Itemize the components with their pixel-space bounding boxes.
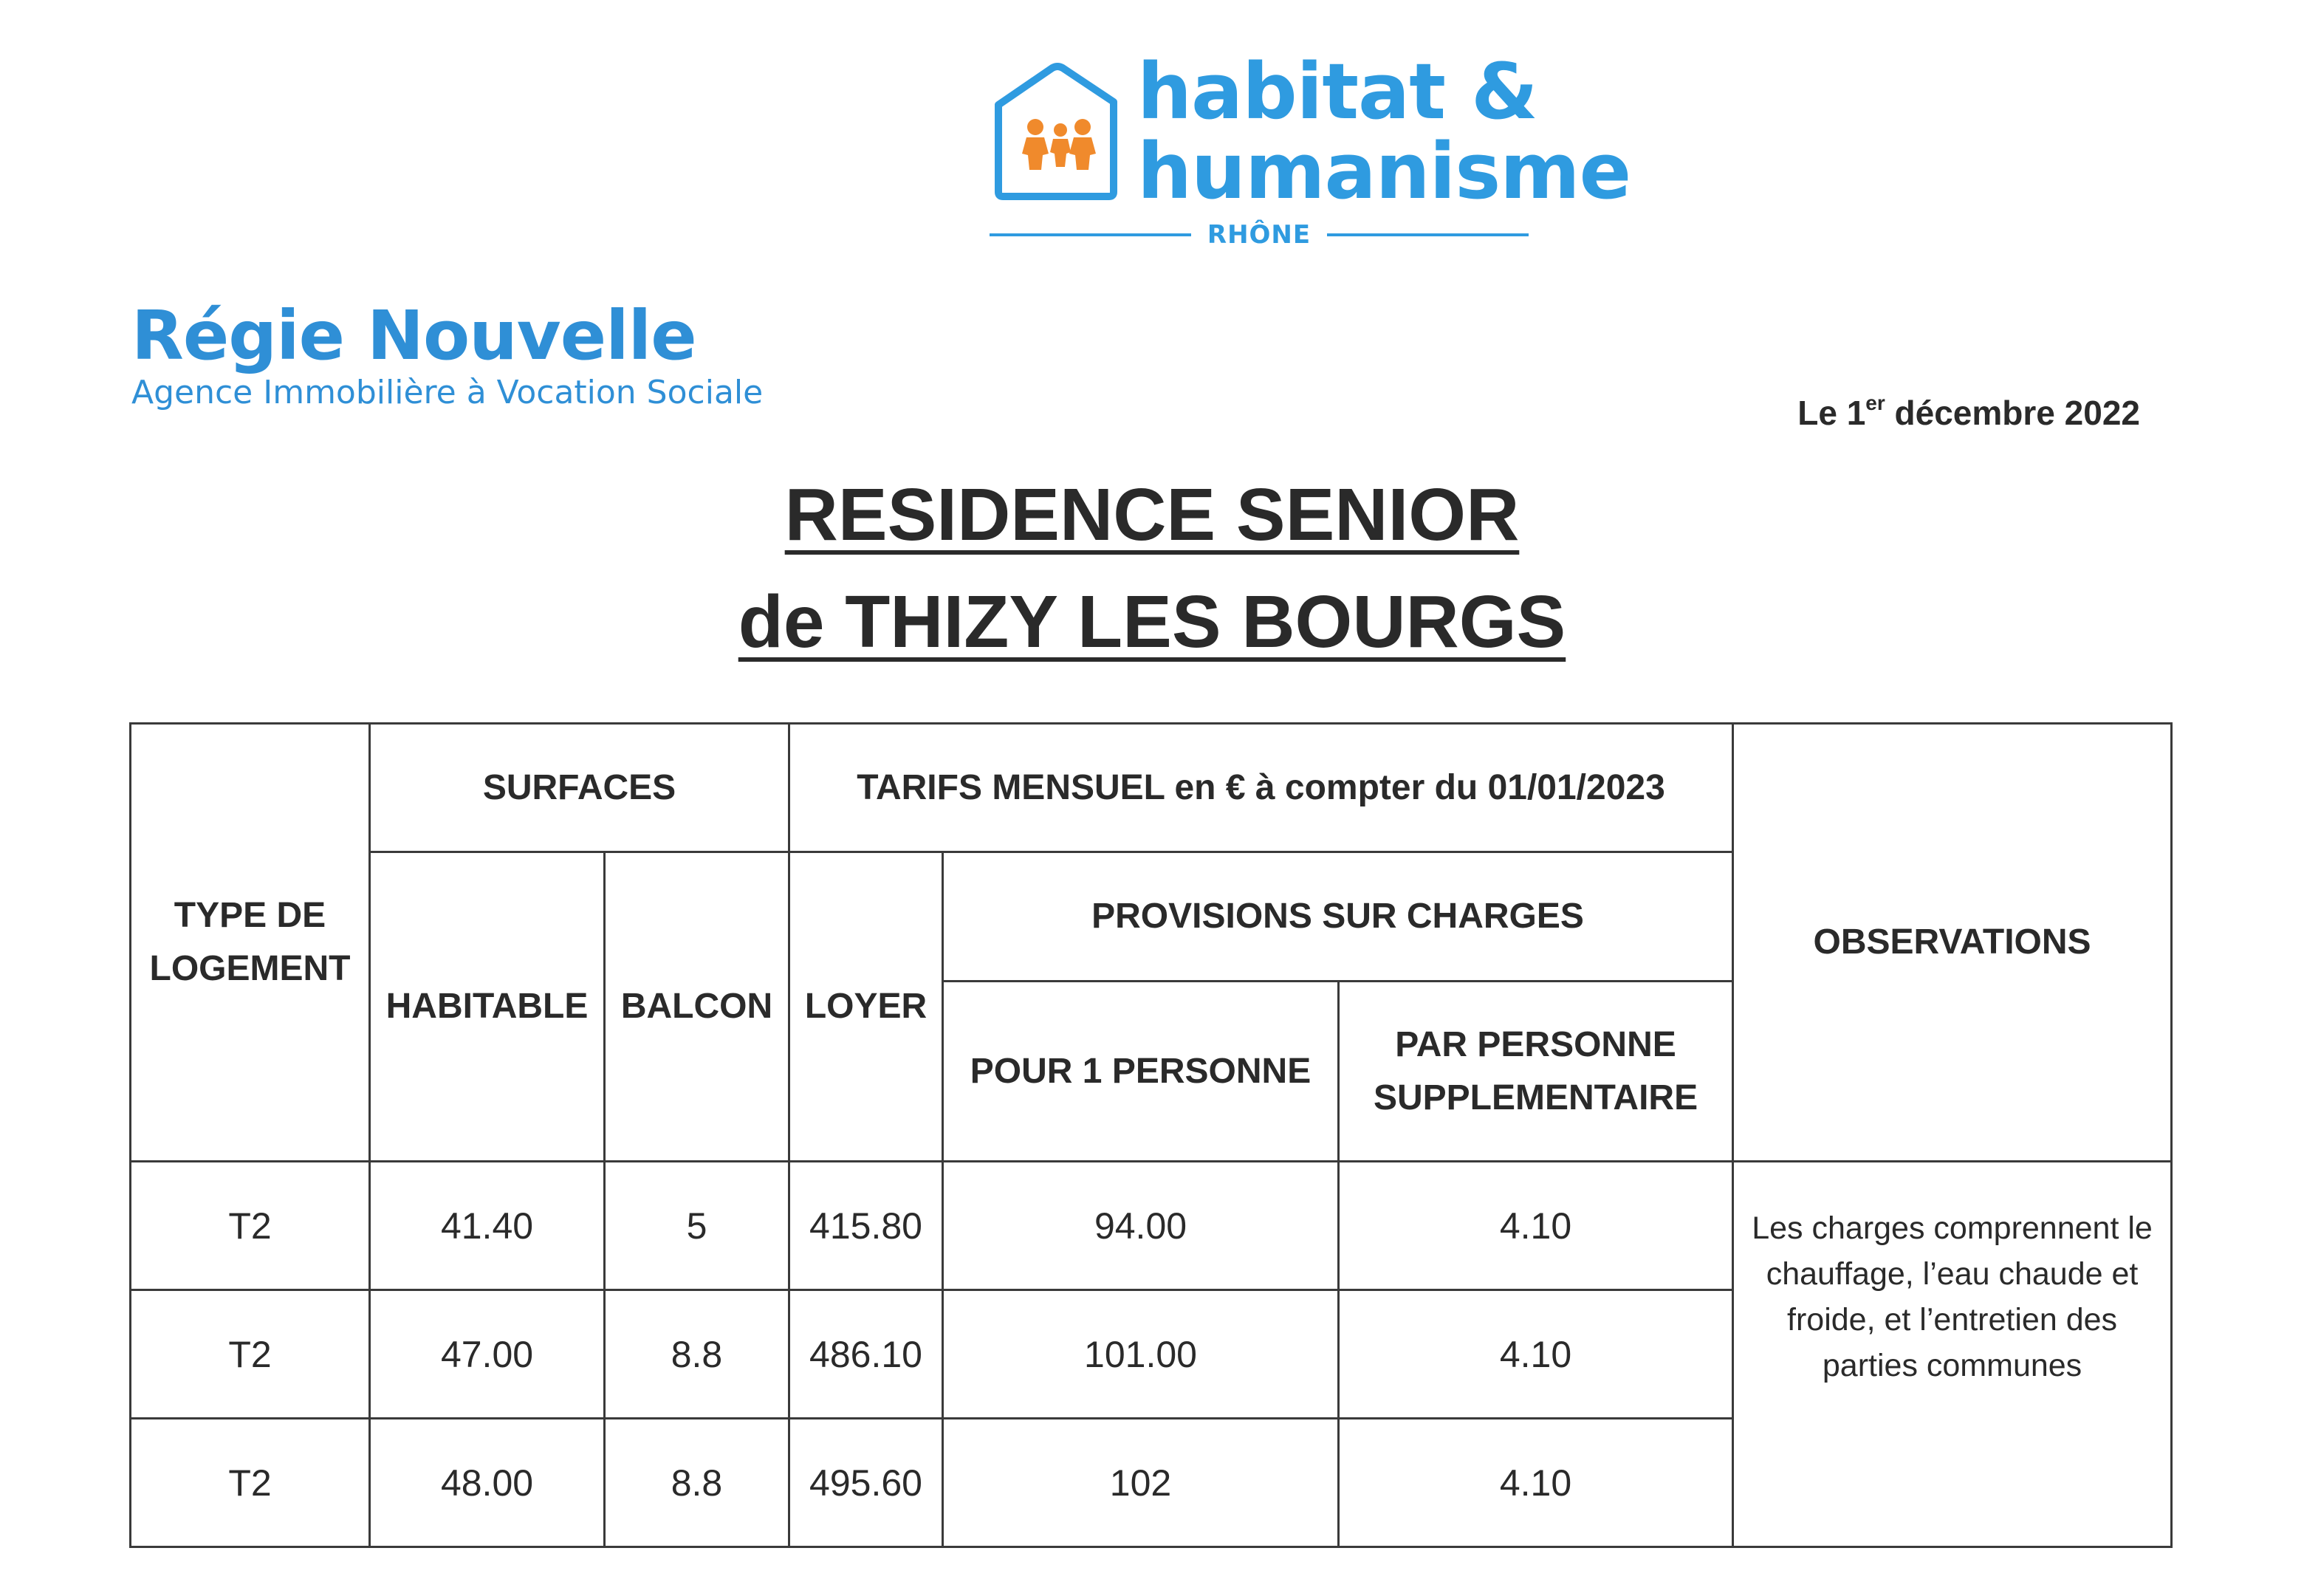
header-provisions: PROVISIONS SUR CHARGES [943, 852, 1733, 982]
document-date [1797, 391, 2140, 433]
cell-loyer: 486.10 [789, 1290, 943, 1419]
header-tarifs: TARIFS MENSUEL en € à compter du 01/01/2023 [789, 724, 1733, 852]
table-row [131, 1162, 2172, 1290]
cell-balcon: 8.8 [605, 1290, 789, 1419]
cell-type: T2 [131, 1162, 370, 1290]
header-pour-1-personne: POUR 1 PERSONNE [943, 982, 1339, 1162]
cell-habitable: 41.40 [370, 1162, 605, 1290]
org-region: RHÔNE [1207, 220, 1312, 250]
header-balcon: BALCON [605, 852, 789, 1162]
cell-habitable: 48.00 [370, 1419, 605, 1547]
title-line1: RESIDENCE SENIOR [784, 473, 1520, 556]
header-surfaces: SURFACES [370, 724, 789, 852]
header-observations: OBSERVATIONS [1733, 724, 2172, 1162]
cell-pour-1: 102 [943, 1419, 1339, 1547]
agency-name: Régie Nouvelle [131, 296, 696, 375]
house-family-icon [990, 59, 1122, 207]
cell-par-personne: 4.10 [1339, 1290, 1733, 1419]
cell-balcon: 8.8 [605, 1419, 789, 1547]
cell-pour-1: 94.00 [943, 1162, 1339, 1290]
header-type: TYPE DE LOGEMENT [131, 724, 370, 1162]
cell-par-personne: 4.10 [1339, 1162, 1733, 1290]
header-loyer: LOYER [789, 852, 943, 1162]
header-par-personne: PAR PERSONNE SUPPLEMENTAIRE [1339, 982, 1733, 1162]
date-prefix: Le 1 [1797, 394, 1866, 432]
agency-tagline: Agence Immobilière à Vocation Sociale [131, 374, 764, 411]
agency-block [131, 296, 764, 411]
page-title [0, 462, 2304, 676]
org-name-line1: habitat & [1137, 47, 1537, 137]
header-habitable: HABITABLE [370, 852, 605, 1162]
tariff-table [129, 722, 2173, 1548]
cell-observations: Les charges comprennent le chauffage, l’eau chaude et froide, et l’entretien des parties communes [1733, 1162, 2172, 1547]
habitat-humanisme-logo [990, 47, 1631, 251]
org-name [1137, 47, 1631, 216]
org-name-line2: humanisme [1137, 126, 1631, 216]
cell-balcon: 5 [605, 1162, 789, 1290]
cell-type: T2 [131, 1290, 370, 1419]
date-superscript: er [1865, 391, 1885, 414]
header-row [131, 724, 2172, 852]
date-suffix: décembre 2022 [1885, 394, 2140, 432]
title-line2: de THIZY LES BOURGS [738, 580, 1566, 663]
cell-par-personne: 4.10 [1339, 1419, 1733, 1547]
cell-loyer: 415.80 [789, 1162, 943, 1290]
org-region-row [990, 220, 1529, 250]
divider [990, 233, 1191, 236]
divider [1327, 233, 1529, 236]
cell-type: T2 [131, 1419, 370, 1547]
cell-pour-1: 101.00 [943, 1290, 1339, 1419]
cell-loyer: 495.60 [789, 1419, 943, 1547]
cell-habitable: 47.00 [370, 1290, 605, 1419]
